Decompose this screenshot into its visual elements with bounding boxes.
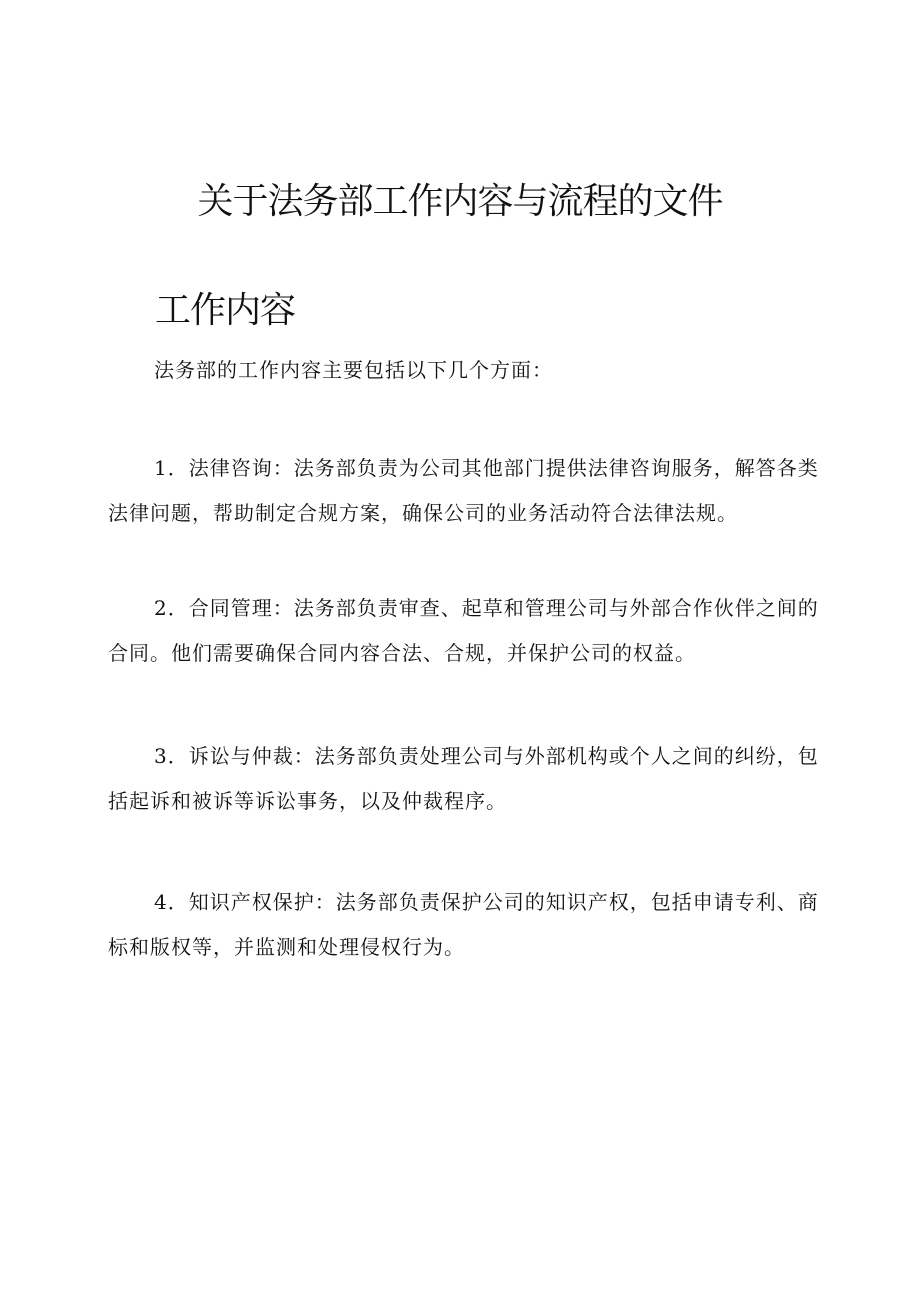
list-item-contract-management: 2．合同管理：法务部负责审查、起草和管理公司与外部合作伙伴之间的合同。他们需要确保合同内容合法、合规，并保护公司的权益。 — [108, 596, 819, 665]
list-item-ip-protection: 4．知识产权保护：法务部负责保护公司的知识产权，包括申请专利、商标和版权等，并监测和处理侵权行为。 — [108, 890, 819, 959]
section-heading-work-content: 工作内容 — [155, 290, 296, 331]
list-item-litigation-arbitration: 3．诉讼与仲裁：法务部负责处理公司与外部机构或个人之间的纠纷，包括起诉和被诉等诉讼事务，以及仲裁程序。 — [108, 744, 819, 813]
document-title: 关于法务部工作内容与流程的文件 — [197, 181, 723, 222]
list-item-legal-consulting: 1．法律咨询：法务部负责为公司其他部门提供法律咨询服务，解答各类法律问题，帮助制定合规方案，确保公司的业务活动符合法律法规。 — [108, 456, 819, 525]
intro-paragraph: 法务部的工作内容主要包括以下几个方面： — [154, 358, 553, 382]
